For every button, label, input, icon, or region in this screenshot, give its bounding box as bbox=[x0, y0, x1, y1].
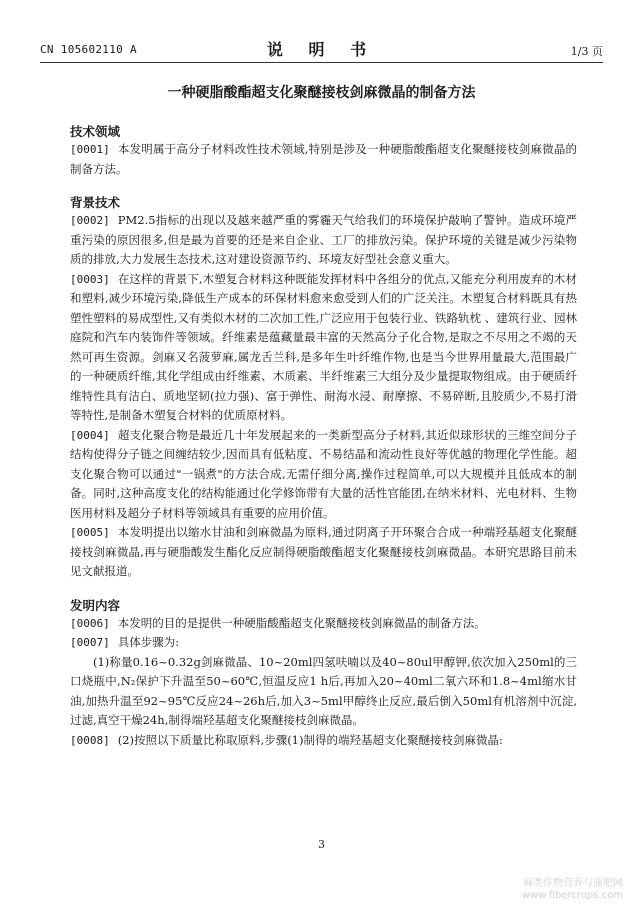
page-number: 3 bbox=[318, 838, 325, 851]
paragraph-text: (2)按照以下质量比称取原料,步骤(1)制得的端羟基超支化聚醚接枝剑麻微晶: bbox=[117, 732, 503, 747]
paragraph-number: [0003] bbox=[70, 272, 110, 286]
paragraph bbox=[70, 523, 577, 582]
watermark-line: 麻类作物营养与施肥网 bbox=[523, 878, 623, 889]
paragraph-number: [0004] bbox=[70, 428, 110, 442]
paragraph-text: 在这样的背景下,木塑复合材料这种既能发挥材料中各组分的优点,又能充分利用废弃的木材和塑料,减少环境污染,降低生产成本的环保材料愈来愈受到人们的广泛关注。木塑复合材料既具有热塑性塑料的易成型性,又有类似木材的二次加工性,广泛应用于包装行业、铁路轨枕 、建筑行业、园林庭院和汽车内装饰件等领域。纤维素是蕴藏量最丰富的天然高分子化合物,是取之不尽用之不竭的天然可再生资源。剑麻又名菠萝麻,属龙舌兰科,是多年生叶纤维作物,也是当今世界用量最大,范围最广的一种硬质纤维,其化学组成由纤维素、木质素、半纤维素三大组分及少量提取物组成。由于硬质纤维特性具有洁白、质地坚韧(拉力强)、富于弹性、耐海水浸、耐摩擦、不易碎断,且胶质少,不易打滑等特性,是制备木塑复合材料的优质原材料。 bbox=[70, 271, 577, 422]
paragraph bbox=[70, 614, 577, 634]
doc-type-label: 说 明 书 bbox=[266, 40, 377, 59]
paragraph-text: (1)称量0.16~0.32g剑麻微晶、10~20ml四氢呋喃以及40~80ul甲醇钾,依次加入250ml的三口烧瓶中,N₂保护下升温至50~60℃,恒温反应1 h后,再加入20~40ml二氧六环和1.8~4ml缩水甘油,加热升温至92~95℃反应24~26h后,加入3~5ml甲醇终止反应,最后倒入50ml有机溶剂中沉淀,过滤,真空干燥24h,制得端羟基超支化聚醚接枝剑麻微晶。 bbox=[70, 654, 577, 727]
paragraph-number: [0008] bbox=[70, 733, 110, 747]
paragraph-text: 本发明属于高分子材料改性技术领域,特别是涉及一种硬脂酸酯超支化聚醚接枝剑麻微晶的制备方法。 bbox=[70, 142, 577, 176]
document-title: 一种硬脂酸酯超支化聚醚接枝剑麻微晶的制备方法 bbox=[167, 85, 476, 101]
paragraph bbox=[70, 140, 577, 179]
paragraph bbox=[70, 633, 577, 653]
watermark bbox=[522, 878, 623, 902]
header-divider bbox=[40, 62, 603, 63]
patent-number: CN 105602110 A bbox=[40, 43, 137, 56]
paragraph bbox=[70, 270, 577, 426]
paragraph-number: [0001] bbox=[70, 143, 110, 156]
paragraph-text: 具体步骤为: bbox=[117, 635, 180, 649]
section-heading-background: 背景技术 bbox=[70, 195, 121, 210]
paragraph-number: [0002] bbox=[70, 214, 110, 227]
paragraph bbox=[70, 426, 577, 524]
section-heading-invention: 发明内容 bbox=[70, 597, 121, 613]
paragraph-text: 本发明的目的是提供一种硬脂酸酯超支化聚醚接枝剑麻微晶的制备方法。 bbox=[117, 615, 486, 630]
watermark-line: www.fibercrops.com bbox=[521, 890, 623, 901]
paragraph bbox=[70, 731, 577, 751]
paragraph-number: [0006] bbox=[70, 616, 110, 630]
page-indicator: 1/3 页 bbox=[570, 45, 603, 58]
paragraph bbox=[70, 211, 577, 270]
paragraph-number: [0007] bbox=[70, 636, 110, 649]
paragraph-text: 超支化聚合物是最近几十年发展起来的一类新型高分子材料,其近似球形状的三维空间分子结构使得分子链之间缠结较少,因而具有低粘度、不易结晶和流动性良好等优越的物理化学性能。超支化聚合物可以通过"一锅煮"的方法合成,无需仔细分离,操作过程简单,可以大规模并且低成本的制备。同时,这种高度支化的结构能通过化学修饰带有大量的活性官能团,在纳米材料、光电材料、生物医用材料及超分子材料等领域具有重要的应用价值。 bbox=[70, 427, 577, 520]
page-header bbox=[40, 37, 603, 61]
paragraph-number: [0005] bbox=[70, 526, 110, 539]
paragraph-step bbox=[70, 653, 577, 731]
paragraph-text: 本发明提出以缩水甘油和剑麻微晶为原料,通过阴离子开环聚合合成一种端羟基超支化聚醚接枝剑麻微晶,再与硬脂酸发生酯化反应制得硬脂酸酯超支化聚醚接枝剑麻微晶。本研究思路目前未见文献报道。 bbox=[70, 525, 577, 578]
paragraph-text: PM2.5指标的出现以及越来越严重的雾霾天气给我们的环境保护敲响了警钟。造成环境严重污染的原因很多,但是最为首要的还是来自企业、工厂的排放污染。保护环境的关键是减少污染物质的排放,大力发展生态技术,这对建设资源节约、环境友好型社会意义重大。 bbox=[70, 213, 577, 266]
section-heading-tech-field: 技术领域 bbox=[70, 124, 121, 139]
document-body bbox=[70, 118, 577, 750]
